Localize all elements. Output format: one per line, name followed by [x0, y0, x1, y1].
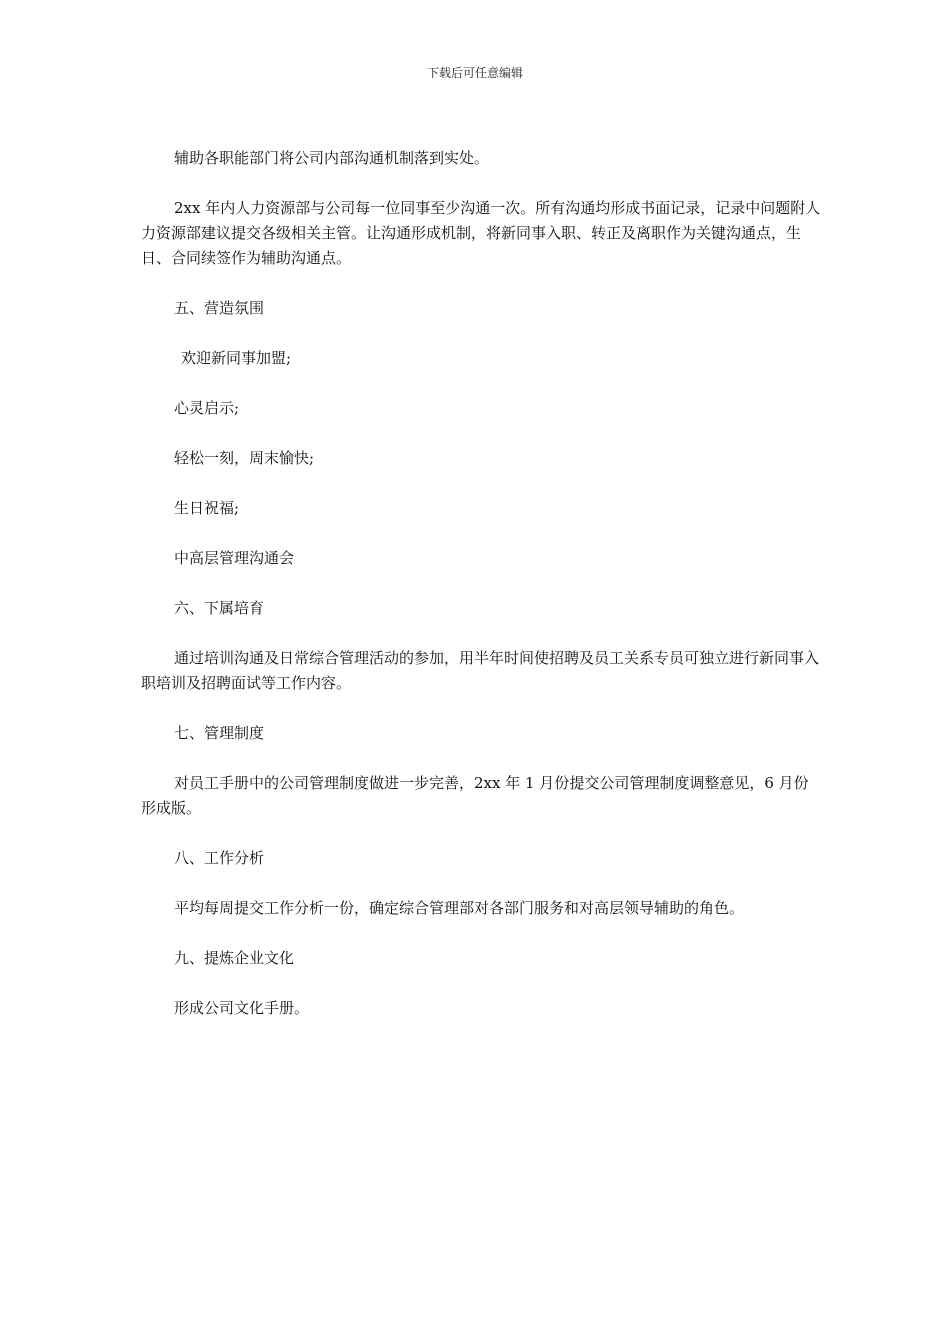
section-heading-management-system: 七、管理制度	[174, 724, 265, 742]
paragraph-communication-plan: 2xx 年内人力资源部与公司每一位同事至少沟通一次。所有沟通均形成书面记录，记录中问题附人力资源部建议提交各级相关主管。让沟通形成机制，将新同事入职、转正及离职作为关键沟通点，生日、合同续签作为辅助沟通点。	[141, 199, 821, 267]
list-item: 欢迎新同事加盟;	[181, 349, 292, 367]
paragraph-communication-mechanism: 辅助各职能部门将公司内部沟通机制落到实处。	[174, 149, 490, 167]
page-header-note: 下载后可任意编辑	[426, 66, 523, 80]
section-heading-training: 六、下属培育	[174, 599, 265, 617]
section-heading-corporate-culture: 九、提炼企业文化	[174, 949, 295, 967]
section-heading-atmosphere: 五、营造氛围	[174, 299, 265, 317]
paragraph-management-system: 对员工手册中的公司管理制度做进一步完善，2xx 年 1 月份提交公司管理制度调整意见，6 月份形成版。	[141, 774, 809, 817]
paragraph-work-analysis: 平均每周提交工作分析一份，确定综合管理部对各部门服务和对高层领导辅助的角色。	[174, 899, 745, 917]
paragraph-corporate-culture: 形成公司文化手册。	[174, 999, 310, 1017]
document-body	[141, 146, 821, 1021]
list-item: 轻松一刻，周末愉快;	[174, 449, 315, 467]
list-item: 中高层管理沟通会	[174, 549, 295, 567]
paragraph-training: 通过培训沟通及日常综合管理活动的参加，用半年时间使招聘及员工关系专员可独立进行新同事入职培训及招聘面试等工作内容。	[141, 649, 820, 692]
list-item: 心灵启示;	[174, 399, 240, 417]
section-heading-work-analysis: 八、工作分析	[174, 849, 265, 867]
list-item: 生日祝福;	[174, 499, 240, 517]
